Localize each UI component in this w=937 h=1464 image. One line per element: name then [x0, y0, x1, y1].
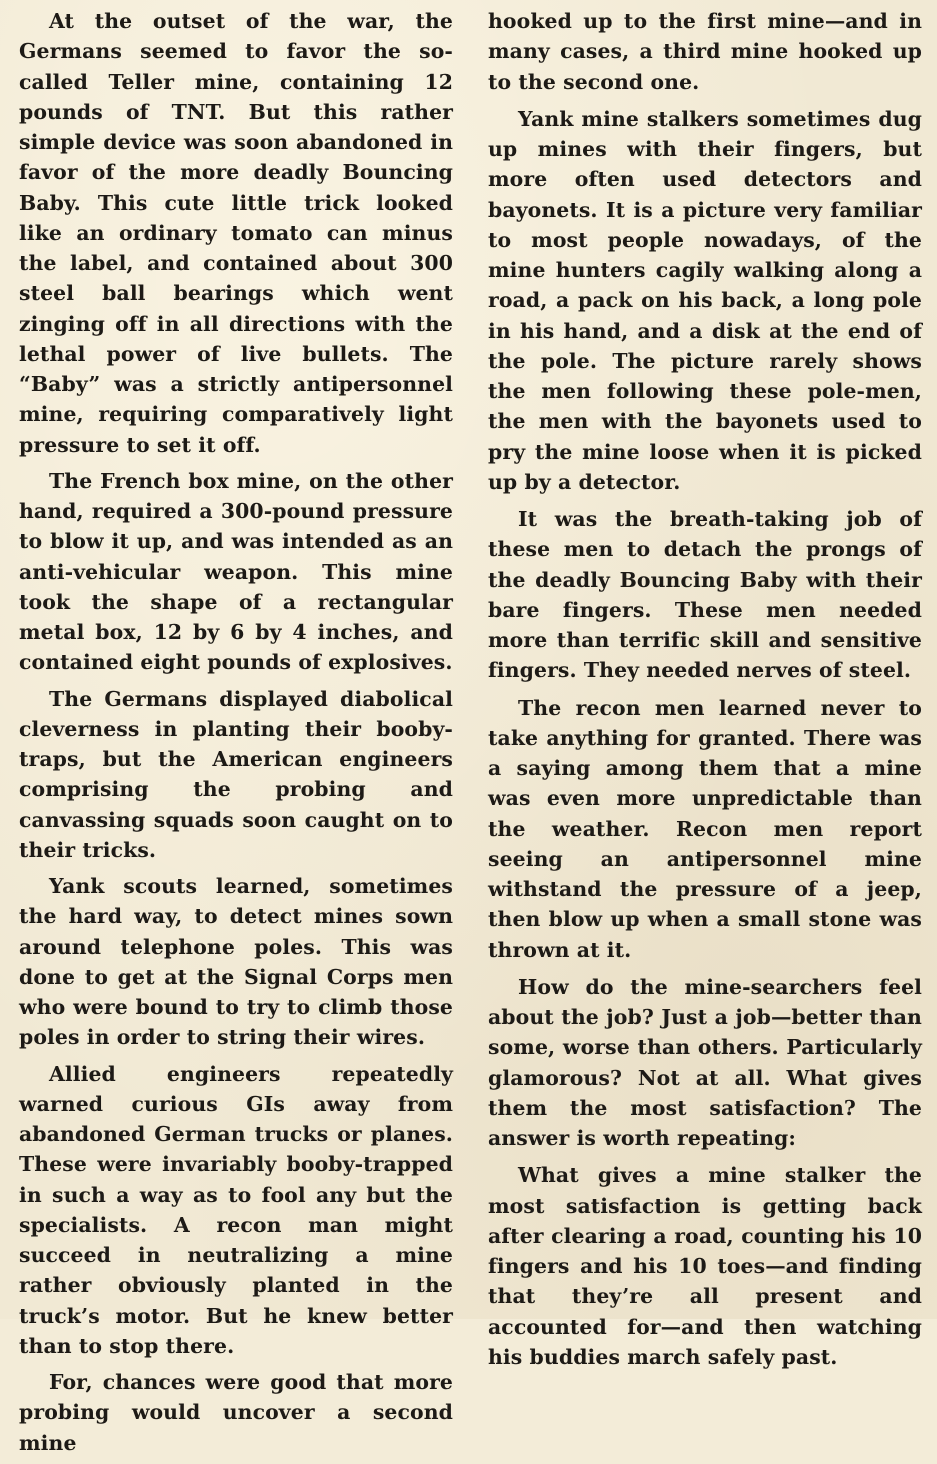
paragraph: Allied engineers repeatedly warned curious GIs away from abandoned German trucks or planes. These were invariably booby-trapped in such a way as to fool any but the specialists. A recon man might succeed in neutralizing a mine rather obviously planted in the truck’s motor. But he knew better than to stop there.	[19, 1061, 453, 1358]
paragraph: The Germans displayed diabolical cleverness in planting their booby-traps, but the American engineers comprising the probing and canvassing squads soon caught on to their tricks.	[19, 686, 453, 862]
left-column	[19, 6, 453, 1464]
right-column	[488, 6, 922, 1379]
paragraph: The recon men learned never to take anything for granted. There was a saying among them that a mine was even more unpredictable than the weather. Recon men report seeing an antipersonnel mine withstand the pressure of a jeep, then blow up when a small stone was thrown at it.	[488, 695, 922, 962]
paragraph: How do the mine-searchers feel about the job? Just a job—better than some, worse than others. Particularly glamorous? Not at all. What gives them the most satisfaction? The answer is worth repeating:	[488, 974, 922, 1150]
paragraph: What gives a mine stalker the most satisfaction is getting back after clearing a road, counting his 10 fingers and his 10 toes—and finding that they’re all present and accounted for—and then watching his buddies march safely past.	[488, 1163, 922, 1369]
paragraph: Yank mine stalkers sometimes dug up mines with their fingers, but more often used detectors and bayonets. It is a picture very familiar to most people nowadays, of the mine hunters cagily walking along a road, a pack on his back, a long pole in his hand, and a disk at the end of the pole. The picture rarely shows the men following these pole-men, the men with the bayonets used to pry the mine loose when it is picked up by a detector.	[488, 106, 922, 494]
paragraph: Yank scouts learned, sometimes the hard way, to detect mines sown around telephone poles. This was done to get at the Signal Corps men who were bound to try to climb those poles in order to string their wires.	[19, 874, 453, 1050]
paragraph: The French box mine, on the other hand, required a 300-pound pressure to blow it up, and was intended as an anti-vehicular weapon. This mine took the shape of a rectangular metal box, 12 by 6 by 4 inches, and contained eight pounds of explosives.	[19, 468, 453, 675]
paragraph: At the outset of the war, the Germans seemed to favor the so-called Teller mine, containing 12 pounds of TNT. But this rather simple device was soon abandoned in favor of the more deadly Bouncing Baby. This cute little trick looked like an ordinary tomato can minus the label, and contained about 300 steel ball bearings which went zinging off in all directions with the lethal power of live bullets. The “Baby” was a strictly antipersonnel mine, requiring comparatively light pressure to set it off.	[19, 9, 453, 457]
paragraph: It was the breath-taking job of these men to detach the prongs of the deadly Bouncing Baby with their bare fingers. These men needed more than terrific skill and sensitive fingers. They needed nerves of steel.	[488, 507, 922, 683]
paragraph: For, chances were good that more probing would uncover a second mine	[19, 1370, 453, 1455]
paragraph-continued: hooked up to the first mine—and in many cases, a third mine hooked up to the second one.	[488, 9, 922, 94]
